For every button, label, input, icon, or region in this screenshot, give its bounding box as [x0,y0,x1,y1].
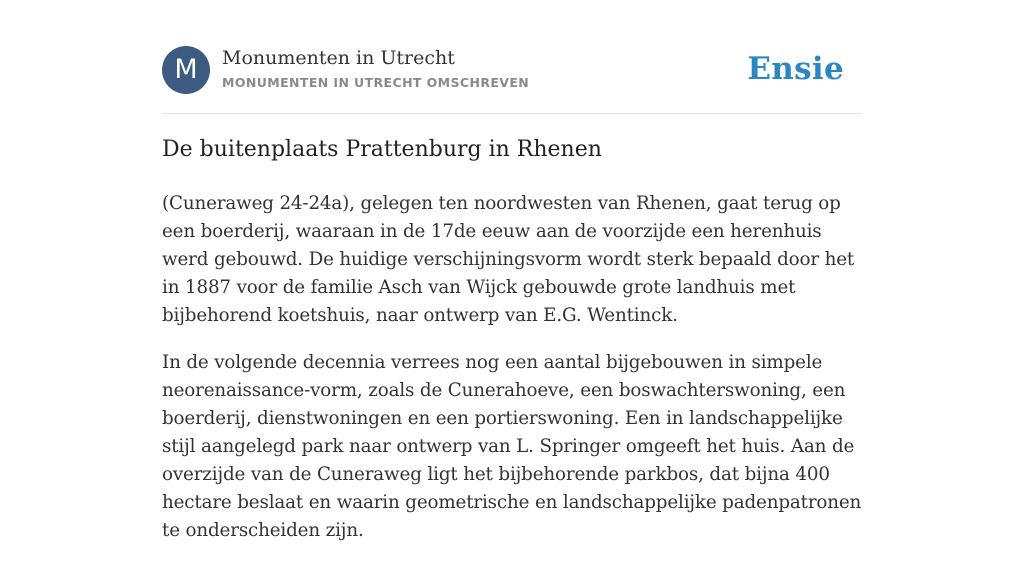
article-title: De buitenplaats Prattenburg in Rhenen [162,137,602,162]
site-subtitle: MONUMENTEN IN UTRECHT OMSCHREVEN [222,75,530,90]
article-paragraph: (Cuneraweg 24-24a), gelegen ten noordwesten van Rhenen, gaat terug op een boerderij, waaraan in de 17de eeuw aan de voorzijde een herenhuis werd gebouwd. De huidige verschijningsvorm wordt sterk bepaald door het in 1887 voor de familie Asch van Wijck gebouwde grote landhuis met bijbehorend koetshuis, naar ontwerp van E.G. Wentinck. [162,193,855,326]
site-header [162,46,862,96]
header-divider [162,113,862,114]
article-body [162,190,862,564]
article-paragraph: In de volgende decennia verrees nog een aantal bijgebouwen in simpele neorenaissance-vorm, zoals de Cunerahoeve, een boswachterswoning, een boerderij, dienstwoningen en een portierswoning. Een in landschappelijke stijl aangelegd park naar ontwerp van L. Springer omgeeft het huis. Aan de overzijde van de Cuneraweg ligt het bijbehorende parkbos, dat bijna 400 hectare beslaat en waarin geometrische en landschappelijke padenpatronen te onderscheiden zijn. [162,352,862,541]
site-title[interactable]: Monumenten in Utrecht [222,47,455,69]
brand-logo[interactable]: Ensie [747,51,844,87]
avatar[interactable]: M [162,46,210,94]
